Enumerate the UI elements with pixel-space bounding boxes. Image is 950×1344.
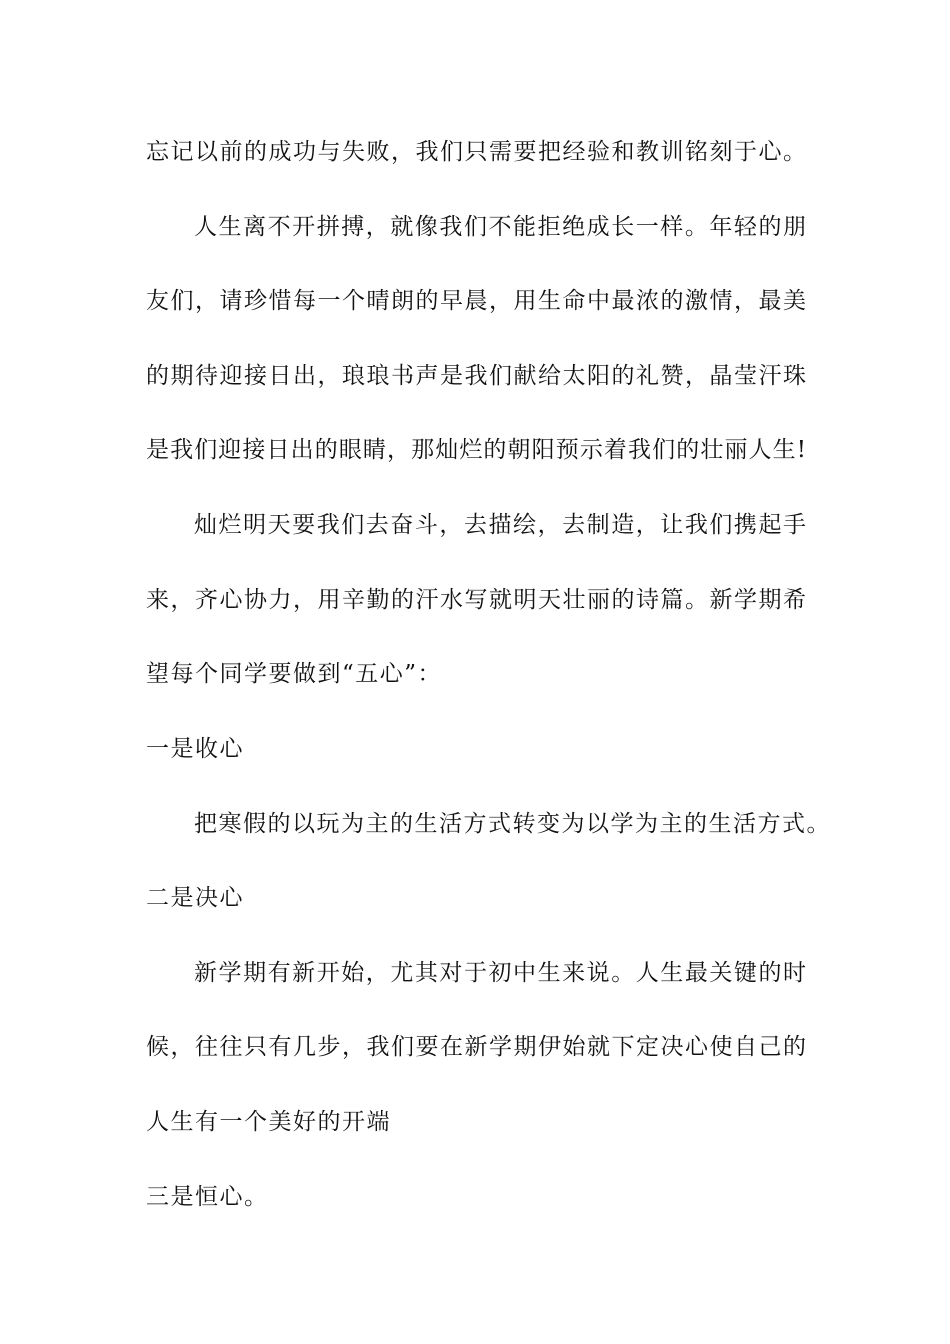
- text-line: 友们，请珍惜每一个晴朗的早晨，用生命中最浓的激情，最美: [146, 288, 806, 314]
- text-line: 候，往往只有几步，我们要在新学期伊始就下定决心使自己的: [146, 1034, 806, 1060]
- section-heading: 三是恒心。: [146, 1184, 269, 1210]
- paragraph-first-line: 把寒假的以玩为主的生活方式转变为以学为主的生活方式。: [194, 811, 831, 837]
- paragraph-first-line: 人生离不开拼搏，就像我们不能拒绝成长一样。年轻的朋: [194, 214, 806, 240]
- text-line: 的期待迎接日出，琅琅书声是我们献给太阳的礼赞，晶莹汗珠: [146, 363, 806, 389]
- text-line: 来，齐心协力，用辛勤的汗水写就明天壮丽的诗篇。新学期希: [146, 587, 806, 613]
- section-heading: 一是收心: [146, 736, 244, 762]
- text-line: 望每个同学要做到“五心”：: [146, 661, 443, 687]
- section-heading: 二是决心: [146, 885, 244, 911]
- text-line: 是我们迎接日出的眼睛，那灿烂的朝阳预示着我们的壮丽人生!: [146, 437, 806, 463]
- paragraph-first-line: 新学期有新开始，尤其对于初中生来说。人生最关键的时: [194, 960, 806, 986]
- text-line: 人生有一个美好的开端: [146, 1109, 391, 1135]
- text-line: 忘记以前的成功与失败，我们只需要把经验和教训铭刻于心。: [146, 139, 808, 165]
- paragraph-first-line: 灿烂明天要我们去奋斗，去描绘，去制造，让我们携起手: [194, 512, 806, 538]
